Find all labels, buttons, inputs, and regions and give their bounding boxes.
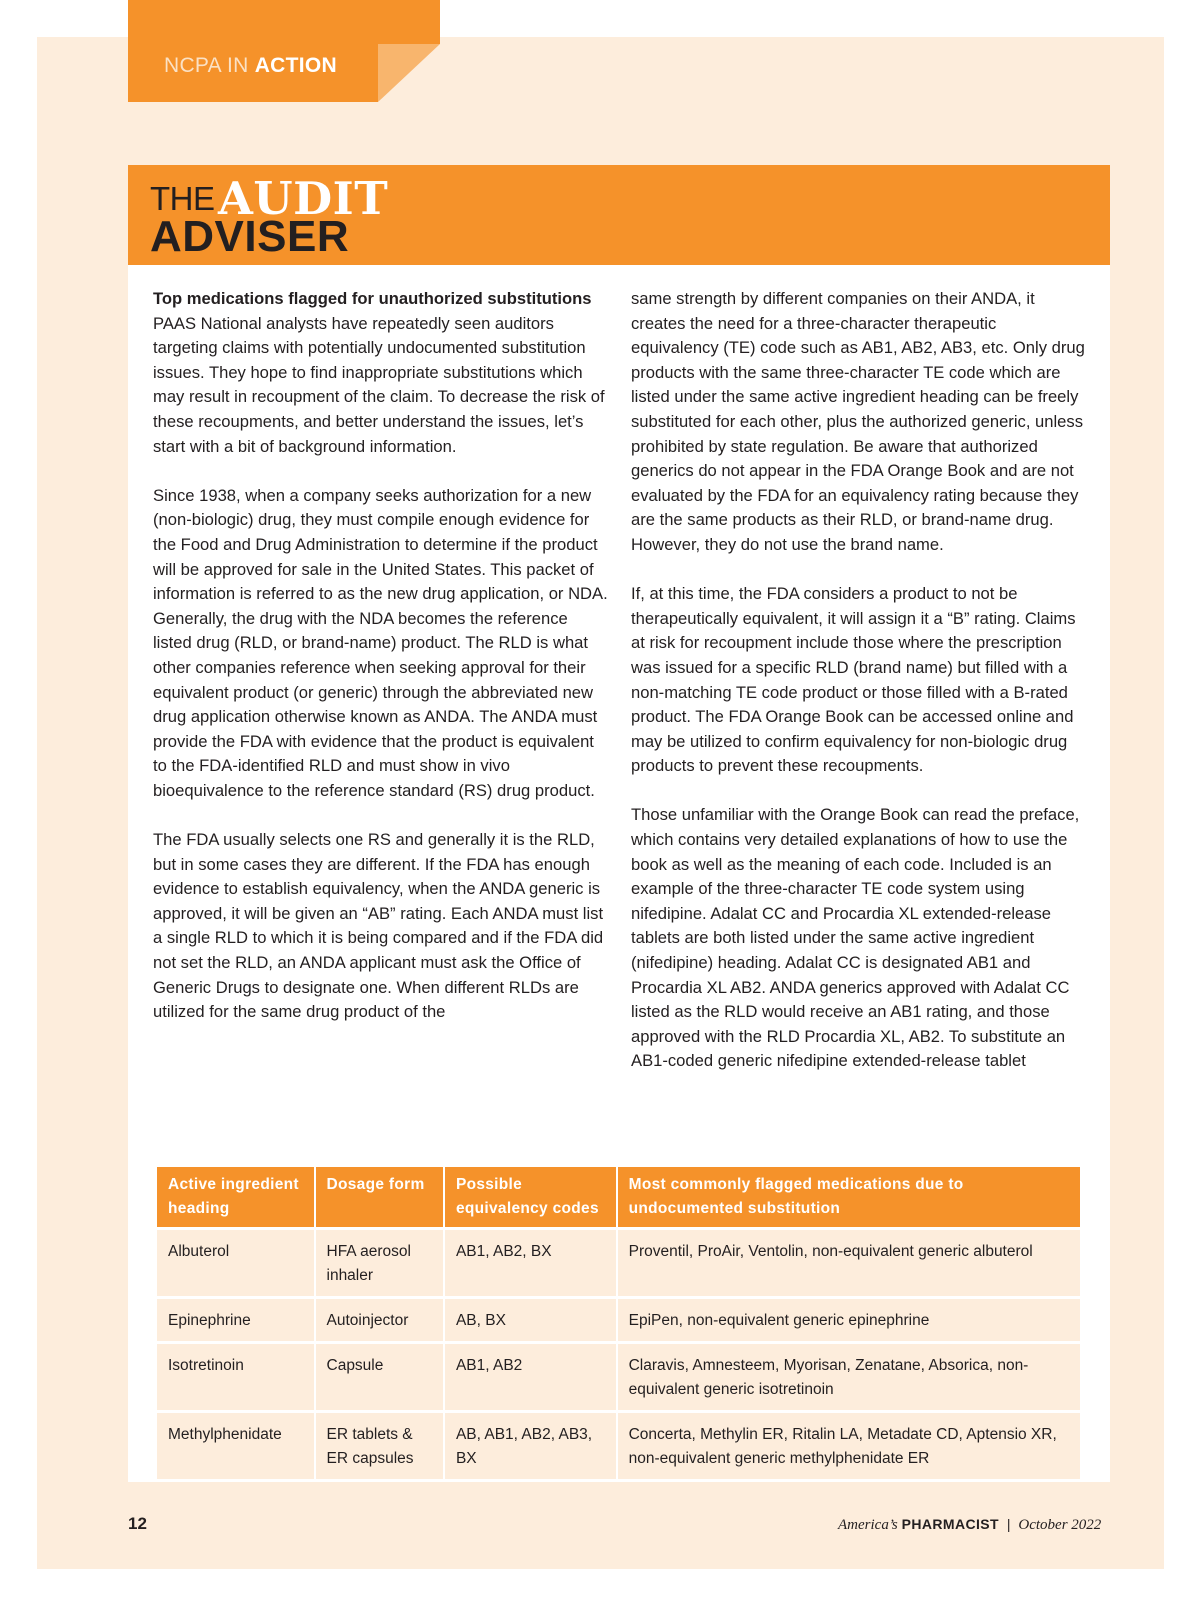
article-paragraph: PAAS National analysts have repeatedly seen auditors targeting claims with potentially undocumented substitution issues. They hope to find inappropriate substitutions which may result in recoupment of the claim. To decrease the risk of these recoupments, and better understand the issues, let’s start with a bit of background information. — [153, 313, 605, 456]
magazine-prefix: America’s — [838, 1517, 898, 1533]
article-left-column — [153, 287, 608, 1025]
article-paragraph: Since 1938, when a company seeks authorization for a new (non-biologic) drug, they must compile enough evidence for the Food and Drug Administration to determine if the product will be approved for sale in the United States. This packet of information is referred to as the new drug application, or NDA. Generally, the drug with the NDA becomes the reference listed drug (RLD, or brand-name) product. The RLD is what other companies reference when seeking approval for their equivalent product (or generic) through the abbreviated new drug application otherwise known as ANDA. The ANDA must provide the FDA with evidence that the product is equivalent to the FDA-identified RLD and must show in vivo bioequivalence to the reference standard (RS) drug product. — [153, 485, 608, 800]
cell-dosage-form: HFA aerosol inhaler — [316, 1230, 443, 1299]
header-dosage-form: Dosage form — [316, 1167, 443, 1230]
table-row — [157, 1299, 1080, 1344]
cell-dosage-form: Capsule — [316, 1344, 443, 1413]
header-flagged-medications: Most commonly flagged medications due to undocumented substitution — [618, 1167, 1080, 1230]
header-equivalency-codes: Possible equivalency codes — [445, 1167, 616, 1230]
cell-ingredient: Albuterol — [157, 1230, 314, 1299]
article-paragraph: Those unfamiliar with the Orange Book can read the preface, which contains very detailed explanations of how to use the book as well as the meaning of each code. Included is an example of the three-character TE code system using nifedipine. Adalat CC and Procardia XL extended-release tablets are both listed under the same active ingredient (nifedipine) heading. Adalat CC is designated AB1 and Procardia XL AB2. ANDA generics approved with Adalat CC listed as the RLD would receive an AB1 rating, and those approved with the RLD Procardia XL, AB2. To substitute an AB1-coded generic nifedipine extended-release tablet — [631, 805, 1080, 1071]
cell-codes: AB1, AB2 — [445, 1344, 616, 1413]
cell-ingredient: Epinephrine — [157, 1299, 314, 1344]
article-right-column — [631, 287, 1086, 1074]
cell-dosage-form: Autoinjector — [316, 1299, 443, 1344]
section-tab-label — [164, 54, 337, 78]
article-paragraph: same strength by different companies on their ANDA, it creates the need for a three-character therapeutic equivalency (TE) code such as AB1, AB2, AB3, etc. Only drug products with the same three-character TE code which are listed under the same active ingredient heading can be freely substituted for each other, plus the authorized generic, unless prohibited by state regulation. Be aware that authorized generics do not appear in the FDA Orange Book and are not evaluated by the FDA for an equivalency rating because they are the same products as their RLD, or brand-name drug. However, they do not use the brand name. — [631, 289, 1085, 554]
cell-medications: EpiPen, non-equivalent generic epinephrine — [618, 1299, 1080, 1344]
cell-medications: Proventil, ProAir, Ventolin, non-equivalent generic albuterol — [618, 1230, 1080, 1299]
magazine-issue: October 2022 — [1018, 1517, 1102, 1533]
footer-separator: | — [1006, 1516, 1011, 1532]
header-active-ingredient: Active ingredient heading — [157, 1167, 314, 1230]
cell-codes: AB, BX — [445, 1299, 616, 1344]
table-row — [157, 1413, 1080, 1482]
section-tab — [128, 0, 378, 102]
magazine-name: PHARMACIST — [901, 1516, 999, 1532]
title-audit: AUDIT — [218, 172, 389, 225]
section-tab-prefix: NCPA IN — [164, 54, 249, 77]
section-tab-fold — [378, 0, 440, 102]
table-header-row — [157, 1167, 1080, 1230]
cell-ingredient: Isotretinoin — [157, 1344, 314, 1413]
cell-ingredient: Methylphenidate — [157, 1413, 314, 1482]
page-number: 12 — [128, 1514, 147, 1533]
section-tab-emphasis: ACTION — [254, 54, 337, 77]
magazine-footer — [838, 1516, 1101, 1534]
article-subhead: Top medications flagged for unauthorized substitutions — [153, 289, 592, 308]
article-paragraph: The FDA usually selects one RS and generally it is the RLD, but in some cases they are different. If the FDA has enough evidence to establish equivalency, when the ANDA generic is approved, it will be given an “AB” rating. Each ANDA must list a single RLD to which it is being compared and if the FDA did not set the RLD, an ANDA applicant must ask the Office of Generic Drugs to designate one. When different RLDs are utilized for the same drug product of the — [153, 830, 604, 1022]
cell-dosage-form: ER tablets & ER capsules — [316, 1413, 443, 1482]
cell-medications: Claravis, Amnesteem, Myorisan, Zenatane, Absorica, non-equivalent generic isotretinoin — [618, 1344, 1080, 1413]
article-paragraph: If, at this time, the FDA considers a product to not be therapeutically equivalent, it will assign it a “B” rating. Claims at risk for recoupment include those where the prescription was issued for a specific RLD (brand name) but filled with a non-matching TE code product or those filled with a B-rated product. The FDA Orange Book can be accessed online and may be utilized to confirm equivalency for non-biologic drug products to prevent these recoupments. — [631, 584, 1076, 776]
title-adviser: ADVISER — [150, 212, 350, 261]
cell-medications: Concerta, Methylin ER, Ritalin LA, Metadate CD, Aptensio XR, non-equivalent generic methylphenidate ER — [618, 1413, 1080, 1482]
cell-codes: AB, AB1, AB2, AB3, BX — [445, 1413, 616, 1482]
table-row — [157, 1230, 1080, 1299]
table-row — [157, 1344, 1080, 1413]
medications-table — [155, 1167, 1082, 1482]
cell-codes: AB1, AB2, BX — [445, 1230, 616, 1299]
title-the: THE — [150, 180, 215, 217]
